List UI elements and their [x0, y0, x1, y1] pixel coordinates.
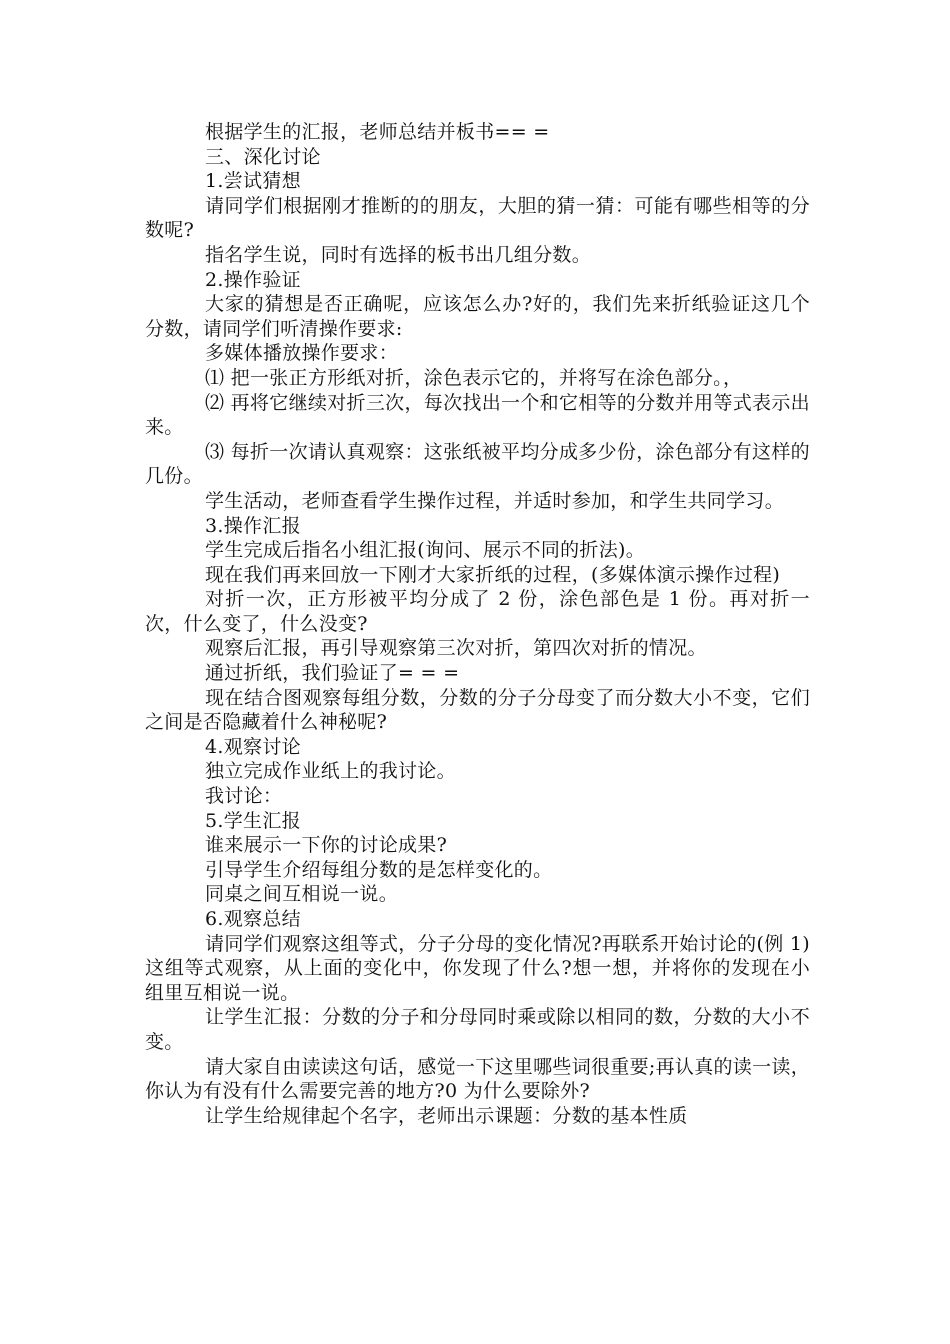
paragraph-student-activity: 学生活动，老师查看学生操作过程，并适时参加，和学生共同学习。: [205, 489, 785, 512]
paragraph-student-conclusion: 让学生汇报：分数的分子和分母同时乘或除以相同的数，分数的大小不变。: [145, 1006, 810, 1053]
paragraph-group-report: 学生完成后指名小组汇报(询问、展示不同的折法)。: [205, 539, 646, 562]
paragraph-observe-third-fourth: 观察后汇报，再引导观察第三次对折，第四次对折的情况。: [205, 637, 707, 660]
paragraph-guess-prompt: 请同学们根据刚才推断的的朋友，大胆的猜一猜：可能有哪些相等的分数呢?: [145, 194, 810, 242]
paragraph-show-results: 谁来展示一下你的讨论成果?: [205, 834, 448, 857]
paragraph-read-freely: 请大家自由读读这句话，感觉一下这里哪些词很重要;再认真的读一读，你认为有没有什么需要完善的地方?0 为什么要除外?: [145, 1055, 811, 1103]
paragraph-name-students: 指名学生说，同时有选择的板书出几组分数。: [205, 243, 592, 266]
subheading-operation-report: 3.操作汇报: [205, 514, 301, 537]
paragraph-observe-equations: 请同学们观察这组等式，分子分母的变化情况?再联系开始讨论的(例 1)这组等式观察，从上面的变化中，你发现了什么?想一想，并将你的发现在小组里互相说一说。: [145, 932, 810, 1004]
subheading-observe-discuss: 4.观察讨论: [205, 735, 301, 758]
paragraph-board-summary: 根据学生的汇报，老师总结并板书== =: [205, 121, 550, 143]
paragraph-verify-intro: 大家的猜想是否正确呢，应该怎么办?好的，我们先来折纸验证这几个分数，请同学们听清操作要求:: [145, 293, 810, 340]
paragraph-worksheet: 独立完成作业纸上的我讨论。: [205, 760, 456, 783]
subheading-student-report: 5.学生汇报: [205, 809, 301, 832]
paragraph-replay-process: 现在我们再来回放一下刚才大家折纸的过程，(多媒体演示操作过程): [205, 563, 781, 586]
section-heading-deepen-discussion: 三、深化讨论: [205, 145, 321, 168]
subheading-observe-summary: 6.观察总结: [205, 908, 301, 930]
list-item-step-3: ⑶ 每折一次请认真观察：这张纸被平均分成多少份，涂色部分有这样的几份。: [145, 440, 810, 488]
subheading-try-guess: 1.尝试猜想: [205, 170, 301, 193]
paragraph-deskmates: 同桌之间互相说一说。: [205, 883, 399, 906]
paragraph-name-rule: 让学生给规律起个名字，老师出示课题：分数的基本性质: [205, 1104, 688, 1127]
document-body: [145, 120, 810, 1128]
paragraph-fold-once: 对折一次，正方形被平均分成了 2 份，涂色部色是 1 份。再对折一次，什么变了，什么没变?: [145, 588, 810, 635]
paragraph-verified: 通过折纸，我们验证了= = =: [205, 662, 460, 685]
paragraph-combine-figure: 现在结合图观察每组分数，分数的分子分母变了而分数大小不变，它们之间是否隐藏着什么神秘呢?: [145, 686, 810, 734]
list-item-step-2: ⑵ 再将它继续对折三次，每次找出一个和它相等的分数并用等式表示出来。: [145, 391, 810, 439]
list-item-step-1: ⑴ 把一张正方形纸对折，涂色表示它的，并将写在涂色部分。，: [205, 366, 743, 389]
subheading-operation-verify: 2.操作验证: [205, 268, 301, 291]
paragraph-my-discussion: 我讨论：: [205, 785, 283, 808]
paragraph-multimedia-requirements: 多媒体播放操作要求：: [205, 342, 399, 365]
paragraph-guide-introduce: 引导学生介绍每组分数的是怎样变化的。: [205, 858, 553, 881]
